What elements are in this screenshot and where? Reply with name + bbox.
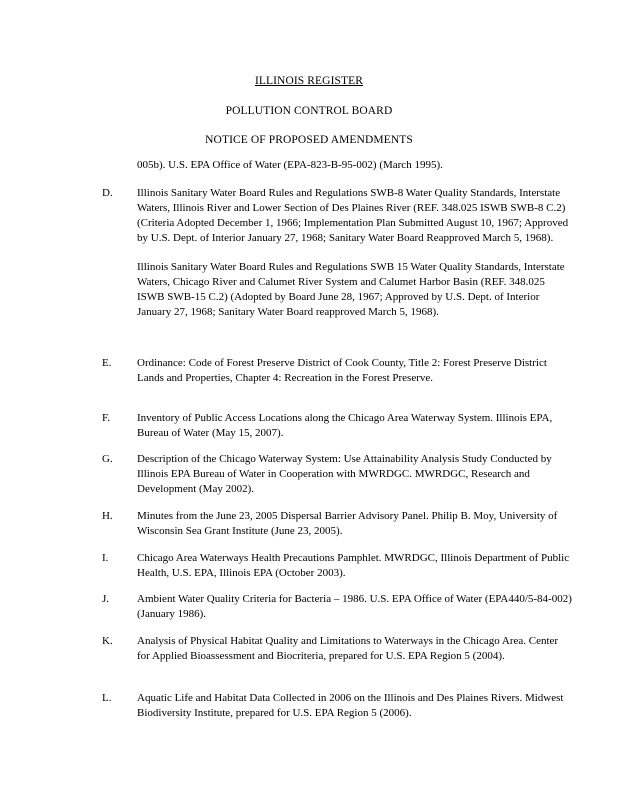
item-paragraph: Analysis of Physical Habitat Quality and Limitations to Waterways in the Chicago Area. Center for Applied Bioassessment and Biocriteria, prepared for U.S. EPA Region 5 (2004). [137,635,559,662]
item-letter: D. [102,187,113,199]
item-letter: L. [102,692,112,704]
item-body [137,592,572,622]
notice-title: NOTICE OF PROPOSED AMENDMENTS [205,134,413,146]
item-body [137,634,572,664]
item-paragraph: Aquatic Life and Habitat Data Collected in 2006 on the Illinois and Des Plaines Rivers. Midwest Biodiversity Institute, prepared for U.S. EPA Region 5 (2006). [137,692,564,719]
item-paragraph: Description of the Chicago Waterway System: Use Attainability Analysis Study Conducted by Illinois EPA Bureau of Water in Cooperation with MWRDGC. MWRDGC, Research and Development (May 2002). [137,453,552,495]
board-title: POLLUTION CONTROL BOARD [225,105,393,117]
item-paragraph: Chicago Area Waterways Health Precautions Pamphlet. MWRDGC, Illinois Department of Public Health, U.S. EPA, Illinois EPA (October 2003). [137,552,570,579]
item-body [137,691,572,721]
item-letter: F. [102,412,110,424]
item-body [137,411,572,441]
item-letter: H. [102,510,113,522]
item-paragraph: Illinois Sanitary Water Board Rules and Regulations SWB 15 Water Quality Standards, Interstate Waters, Chicago River and Calumet River System and Calumet Harbor Basin (REF. 348.025 ISWB SWB-15 C.2) (Adopted by Board June 28, 1967; Approved by U.S. Dept. of Interior January 27, 1968; Sanitary Water Board reapproved March 5, 1968). [137,261,565,318]
item-letter: K. [102,635,113,647]
item-paragraph: Minutes from the June 23, 2005 Dispersal Barrier Advisory Panel. Philip B. Moy, University of Wisconsin Sea Grant Institute (June 23, 2005). [137,510,558,537]
item-letter: E. [102,357,112,369]
item-paragraph: Ordinance: Code of Forest Preserve District of Cook County, Title 2: Forest Preserve District Lands and Properties, Chapter 4: Recreation in the Forest Preserve. [137,357,547,384]
item-body [137,551,572,581]
register-title: ILLINOIS REGISTER [254,75,364,87]
item-paragraph: Inventory of Public Access Locations along the Chicago Area Waterway System. Illinois EPA, Bureau of Water (May 15, 2007). [137,412,553,439]
item-paragraph: Ambient Water Quality Criteria for Bacteria – 1986. U.S. EPA Office of Water (EPA440/5-84-002) (January 1986). [137,593,572,620]
item-body [137,186,572,320]
item-letter: G. [102,453,113,465]
item-paragraph: Illinois Sanitary Water Board Rules and Regulations SWB-8 Water Quality Standards, Interstate Waters, Illinois River and Lower Section of Des Plaines River (REF. 348.025 ISWB SWB-8 C.2) (Criteria Adopted December 1, 1966; Implementation Plan Submitted August 10, 1967; Approved by U.S. Dept. of Interior January 27, 1968; Sanitary Water Board Reapproved March 5, 1968). [137,187,569,244]
item-body [137,509,572,539]
item-body [137,356,572,386]
item-letter: J. [102,593,110,605]
item-body [137,452,572,497]
continuation-text: 005b). U.S. EPA Office of Water (EPA-823-B-95-002) (March 1995). [137,159,443,171]
item-letter: I. [102,552,109,564]
